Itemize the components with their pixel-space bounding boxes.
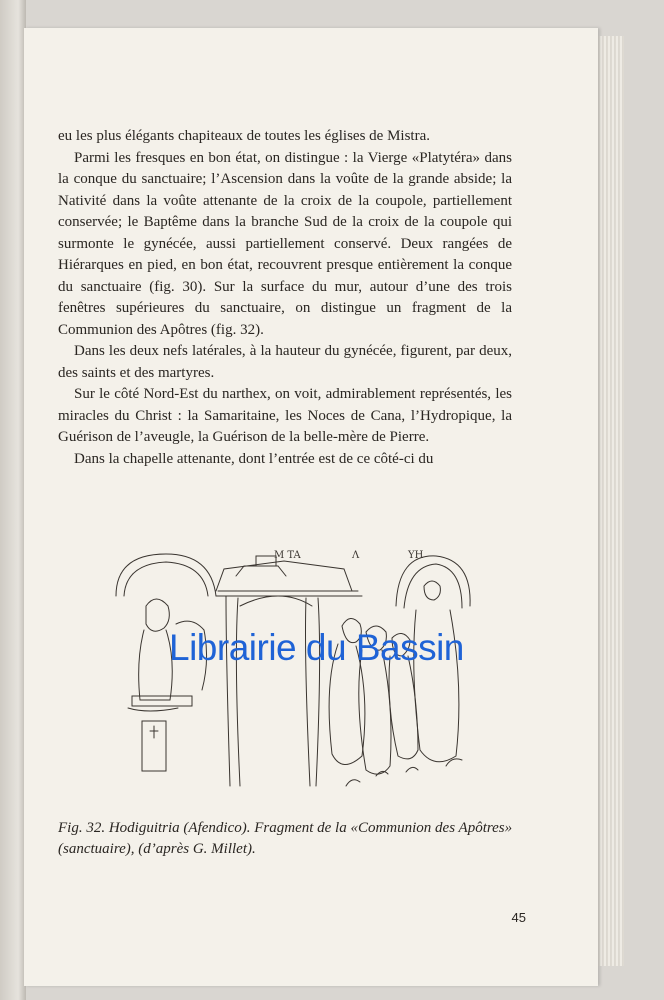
book-page <box>24 28 598 986</box>
caption-text: Hodiguitria (Afendico). Fragment de la «Communion des Apôtres» (sanctuaire), (d’après G. Millet). <box>58 820 513 857</box>
body-text <box>58 126 512 470</box>
paragraph-2: Parmi les fresques en bon état, on distingue : la Vierge «Platytéra» dans la conque du sanctuaire; l’Ascension dans la voûte de la grande abside; la Nativité dans la voûte attenante de la croix de la coupole, partiellement conservée; le Baptême dans la branche Sud de la croix de la coupole qui surmonte le gynécée, aussi partiellement conservé. Deux rangées de Hiérarques en pied, en bon état, recouvrent presque entièrement la conque du sanctuaire (fig. 30). Sur la surface du mur, autour d’une des trois fenêtres supérieures du sanctuaire, on distingue un fragment de la Communion des Apôtres (fig. 32). <box>58 149 512 338</box>
inscription-right: ΥΗ <box>408 550 424 561</box>
paragraph-5: Dans la chapelle attenante, dont l’entrée est de ce côté-ci du <box>74 450 434 467</box>
facing-page-edge <box>0 0 26 1000</box>
page-edges <box>596 36 624 966</box>
figure-caption <box>58 818 528 860</box>
inscription-middle: Λ <box>352 550 360 561</box>
page-number: 45 <box>511 910 526 925</box>
paragraph-3: Dans les deux nefs latérales, à la hauteur du gynécée, figurent, par deux, des saints et des martyres. <box>58 343 512 381</box>
paragraph-1: eu les plus élégants chapiteaux de toutes les églises de Mistra. <box>58 128 430 144</box>
watermark: Librairie du Bassin <box>169 627 464 668</box>
paragraph-4: Sur le côté Nord-Est du narthex, on voit, admirablement représentés, les miracles du Christ : la Samaritaine, les Noces de Cana, l’Hydropique, la Guérison de l’aveugle, la Guérison de la belle-mère de Pierre. <box>58 386 512 445</box>
caption-label: Fig. 32. <box>58 820 106 836</box>
inscription-left: M TA <box>274 550 301 561</box>
